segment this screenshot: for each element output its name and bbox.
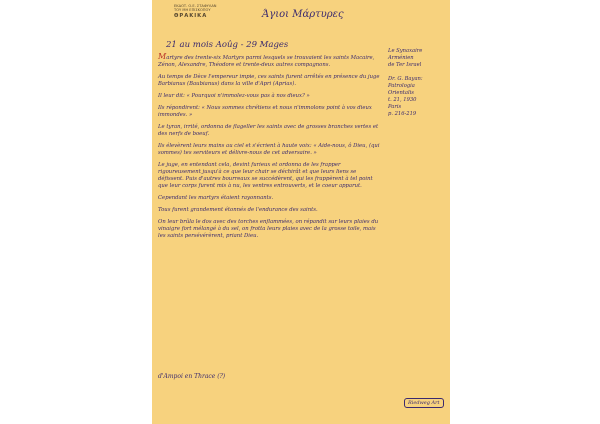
- paragraph-8: Cependant les martyrs étaient rayonnants.: [158, 195, 274, 202]
- paragraph-6: Ils élevèrent leurs mains au ciel et s'écrient à haute voix: « Aide-nous, ô Dieu, (qui sommes) tes serviteurs et délivre-nous de cet adversaire. »: [158, 142, 380, 156]
- paragraph-1: Martyre des trente-six Martyrs parmi lesquels se trouvaient les saints Macaire, Zénon, Alexandre, Théodore et trente-deux autres compagnons.: [158, 52, 375, 69]
- location-note: d'Ampoi en Thrace (?): [158, 373, 226, 380]
- source-reference: [388, 48, 450, 118]
- manuscript-page: [152, 0, 450, 424]
- page-title: Άγιοι Μάρτυρες: [262, 9, 344, 20]
- reference-line: Arménien: [388, 55, 414, 61]
- publisher-stamp: [174, 4, 246, 18]
- reference-line: p. 216-219: [388, 111, 417, 117]
- reference-line: de Ter Israel: [388, 62, 422, 68]
- body-text: [158, 53, 380, 245]
- paragraph-4: Ils répondirent: « Nous sommes chrétiens et nous n'immolons point à vos dieux immondes. »: [158, 104, 372, 118]
- stamp-line-1: ΕΚΔΟΤ. Ο.Ε. ΣΤΑΦΥΛΑΝ: [174, 4, 217, 8]
- stamp-line-2: ΤΟΥ ΜΗ ΕΠΙΣΚΟΠΟΥ: [174, 8, 211, 13]
- stamp-line-3: ΘΡΑΚΙΚΑ: [174, 12, 208, 19]
- paragraph-3: Il leur dit: « Pourquoi n'immolez-vous pas à nos dieux? »: [158, 93, 310, 99]
- reference-line: Patrologia: [388, 83, 415, 89]
- reference-line: Paris: [388, 104, 402, 110]
- paragraph-5: Le tyran, irrité, ordonna de flageller les saints avec de grosses branches vertes et des nerfs de boeuf.: [158, 123, 379, 137]
- reference-line: Orientalis: [388, 90, 414, 96]
- date-line: 21 au mois Aoûg - 29 Mages: [166, 40, 289, 50]
- signature-box: Riedweg Art: [404, 398, 444, 408]
- reference-line: t. 21, 1930: [388, 97, 417, 103]
- paragraph-2: Au temps de Dèce l'empereur impie, ces saints furent arrêtés en présence du juge Barbianus (Baubianus) dans la ville d'Apri (Aprias).: [158, 74, 380, 88]
- reference-line: Le Synaxaire: [388, 48, 423, 54]
- paragraph-9: Tous furent grandement étonnés de l'endurance des saints.: [158, 207, 318, 213]
- paragraph-10: On leur brûla le dos avec des torches enflammées, on répandit sur leurs plaies du vinaigre fort mélangé à du sel, on frotta leurs plaies avec de la grosse toile, mais les saints persévérèrent, priant Dieu.: [158, 218, 379, 240]
- paragraph-7: Le juge, en entendant cela, devint furieux et ordonna de les frapper rigoureusement jusqu'à ce que leur chair se déchirât et que leurs liens se défissent. Puis d'autres bourreaux se succédèrent, qui les frappèrent à tel point que leur corps furent mis à nu, les ventres entrouverts, et le coeur apparut.: [158, 161, 373, 190]
- reference-line: [388, 69, 450, 76]
- reference-line: Dr. G. Bayan:: [388, 76, 423, 82]
